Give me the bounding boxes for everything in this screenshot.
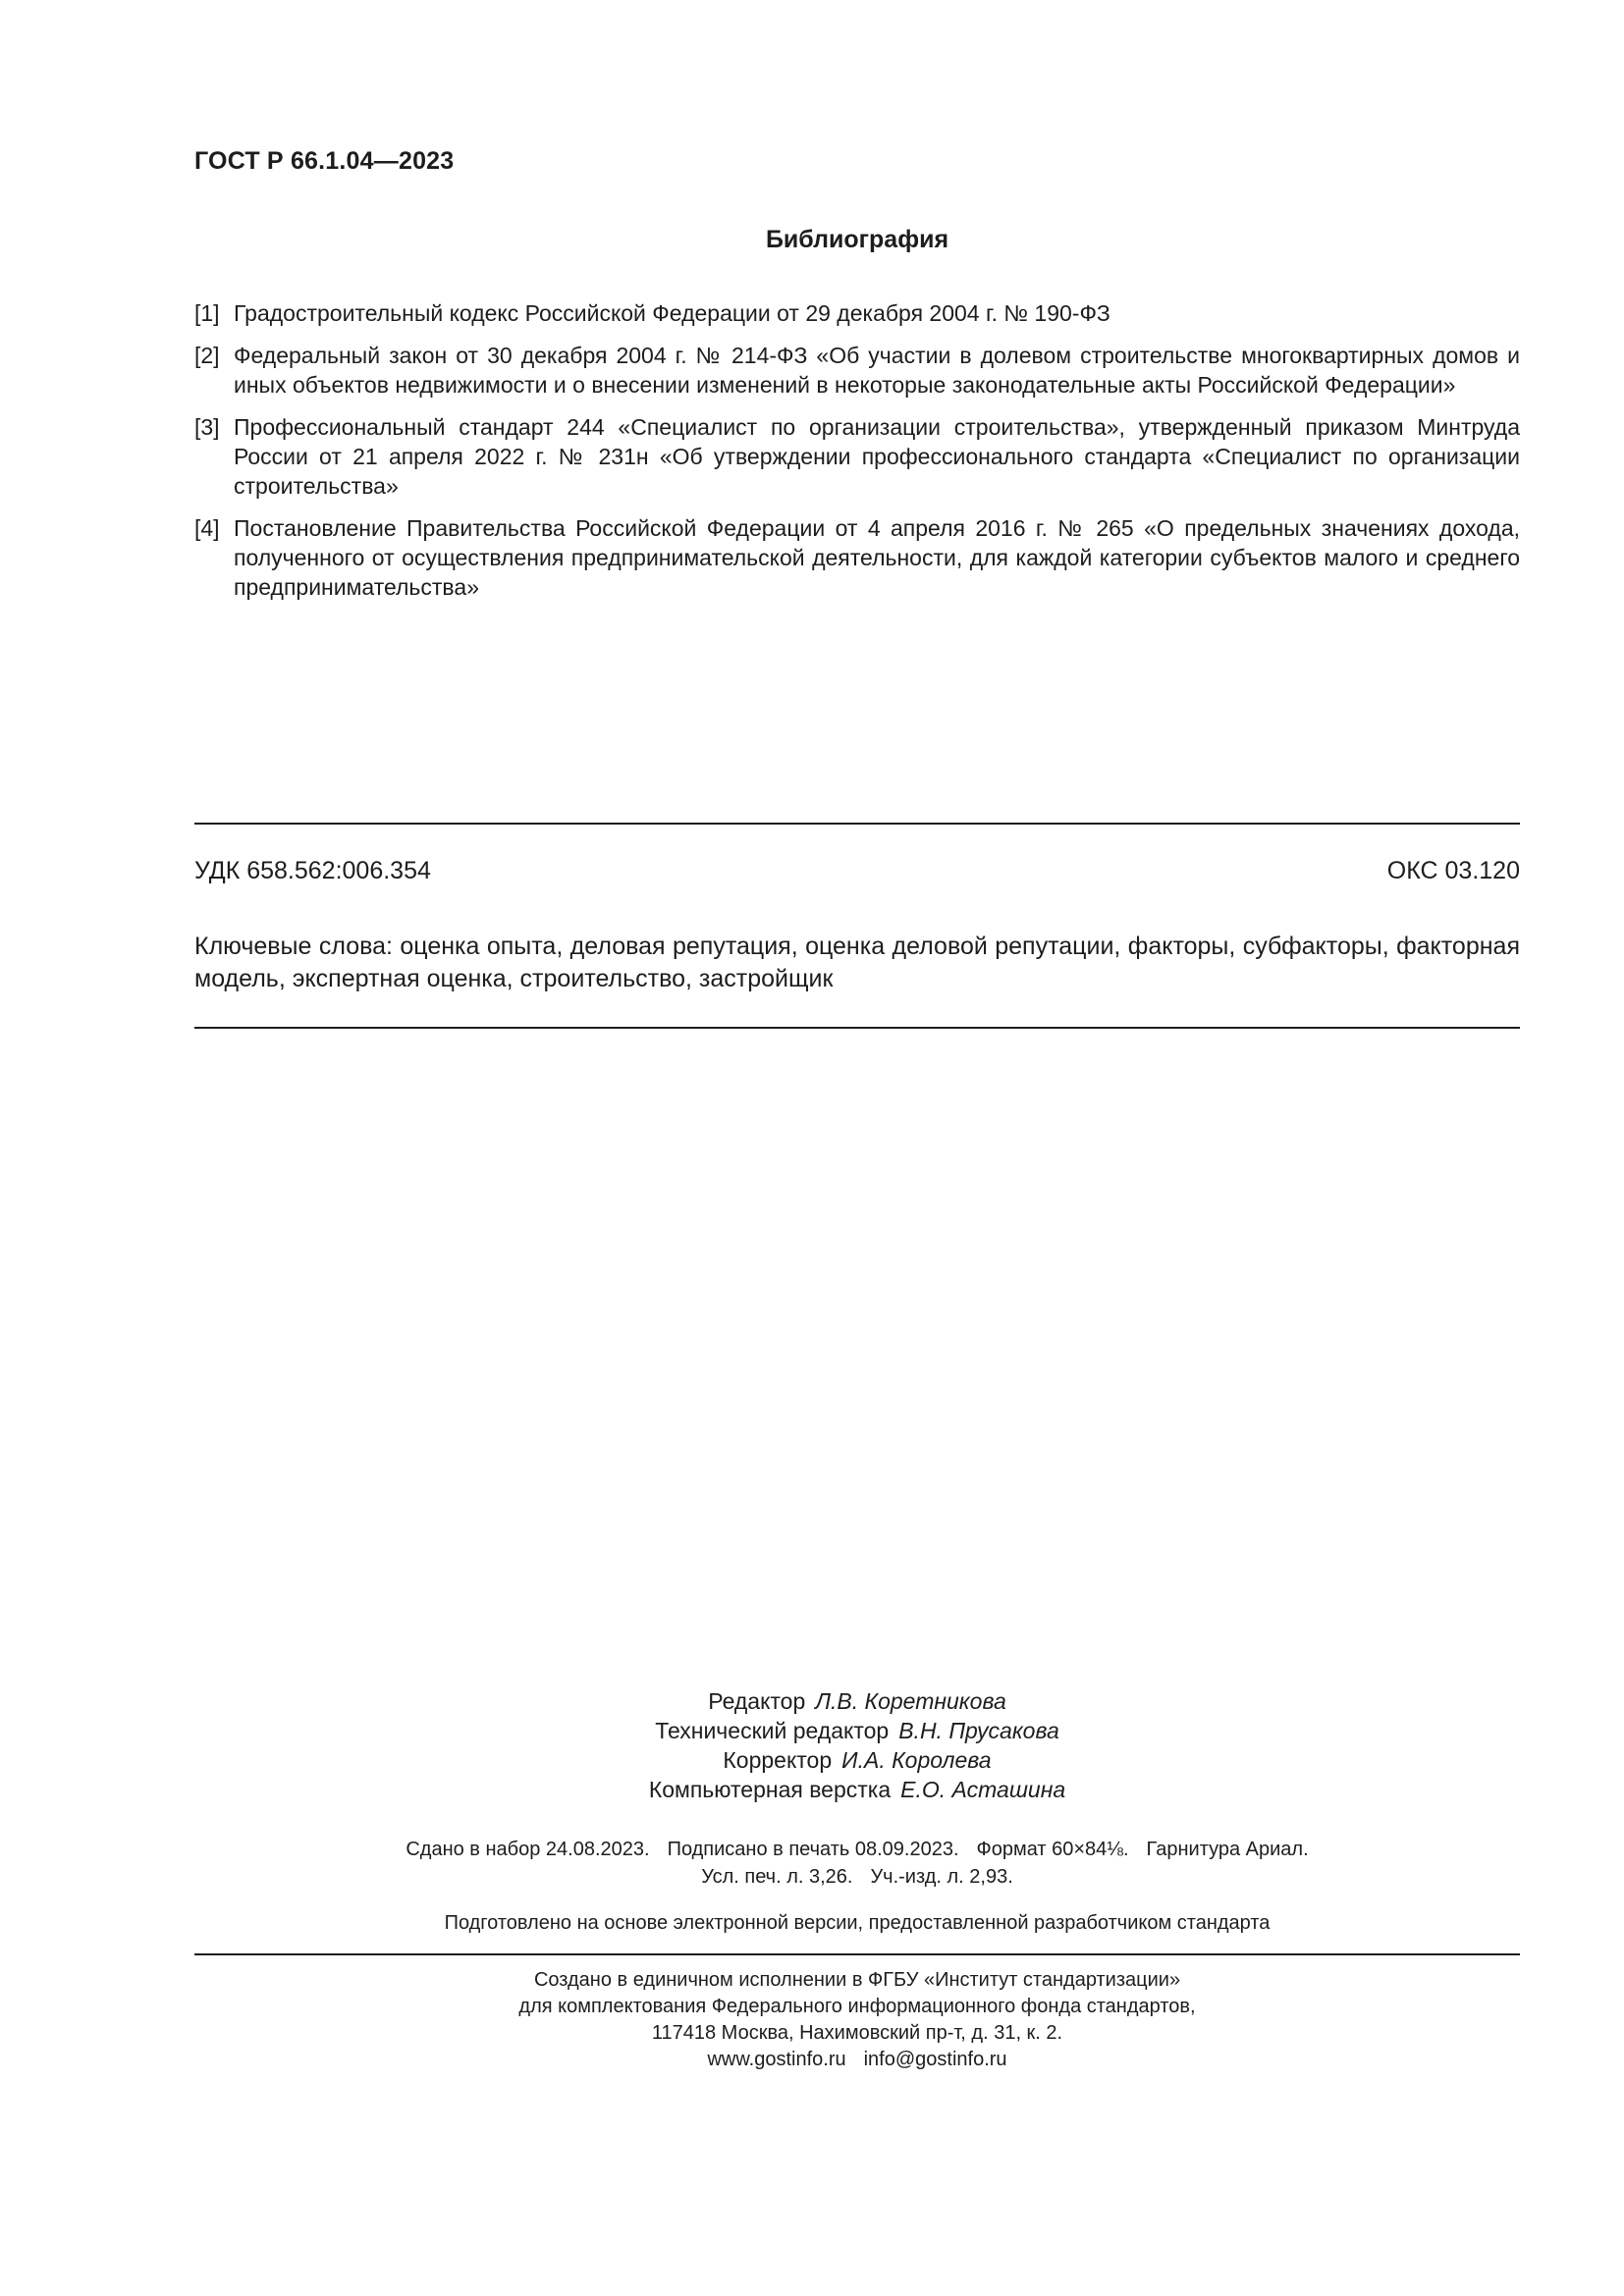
- bibliography-item: [194, 412, 1520, 501]
- credit-role: Компьютерная верстка: [648, 1777, 892, 1802]
- divider-keywords: [194, 1027, 1520, 1029]
- credit-line-tech-editor: [194, 1716, 1520, 1745]
- credit-name: Е.О. Асташина: [900, 1777, 1066, 1802]
- bibliography-item-number: [1]: [194, 300, 220, 326]
- footer-contacts: [194, 2047, 1520, 2073]
- bibliography-item-number: [4]: [194, 515, 220, 541]
- typeface: Гарнитура Ариал.: [1146, 1839, 1309, 1860]
- footer-line: для комплектования Федерального информационного фонда стандартов,: [518, 1996, 1196, 2017]
- bibliography-item-text: Градостроительный кодекс Российской Федерации от 29 декабря 2004 г. № 190-ФЗ: [234, 300, 1110, 326]
- credit-name: Л.В. Коретникова: [815, 1688, 1006, 1714]
- credit-line-editor: [194, 1686, 1520, 1716]
- publisher-footer: [194, 1967, 1520, 2073]
- document-code: ГОСТ Р 66.1.04—2023: [194, 147, 455, 175]
- credit-line-layout: [194, 1775, 1520, 1804]
- credits-block: [194, 1686, 1520, 1804]
- signed-date: Подписано в печать 08.09.2023.: [667, 1839, 959, 1860]
- bibliography-item-text: Профессиональный стандарт 244 «Специалист по организации строительства», утвержденный приказом Минтруда России от 21 апреля 2022 г. № 231н «Об утверждении профессионального стандарта «Специалист по организации строительства»: [234, 414, 1520, 499]
- bibliography-title: Библиография: [765, 226, 949, 253]
- bibliography-list: [194, 298, 1520, 614]
- credit-name: В.Н. Прусакова: [898, 1718, 1059, 1743]
- credit-role: Технический редактор: [655, 1718, 890, 1743]
- print-info: [194, 1836, 1520, 1891]
- udk-code: УДК 658.562:006.354: [194, 857, 431, 884]
- classification-codes: [194, 857, 1520, 885]
- credit-role: Корректор: [723, 1747, 833, 1773]
- bibliography-item: [194, 513, 1520, 602]
- keywords: Ключевые слова: оценка опыта, деловая репутация, оценка деловой репутации, факторы, субфакторы, факторная модель, экспертная оценка, строительство, застройщик: [194, 933, 1520, 992]
- bibliography-item-text: Постановление Правительства Российской Федерации от 4 апреля 2016 г. № 265 «О предельных значениях дохода, полученного от осуществления предпринимательской деятельности, для каждой категории субъектов малого и среднего предпринимательства»: [234, 515, 1520, 600]
- bibliography-item: [194, 298, 1520, 328]
- typeset-date: Сдано в набор 24.08.2023.: [406, 1839, 650, 1860]
- printed-sheets: Усл. печ. л. 3,26.: [701, 1866, 853, 1888]
- prepared-note: Подготовлено на основе электронной версии, предоставленной разработчиком стандарта: [444, 1912, 1271, 1934]
- bibliography-item: [194, 341, 1520, 400]
- bibliography-item-text: Федеральный закон от 30 декабря 2004 г. № 214-ФЗ «Об участии в долевом строительстве многоквартирных домов и иных объектов недвижимости и о внесении изменений в некоторые законодательные акты Российской Федерации»: [234, 343, 1520, 398]
- print-info-line-1: [194, 1836, 1520, 1863]
- divider-top: [194, 823, 1520, 825]
- footer-address: 117418 Москва, Нахимовский пр-т, д. 31, к. 2.: [651, 2022, 1063, 2044]
- paper-format: Формат 60×84⅛.: [976, 1839, 1129, 1860]
- footer-line: Создано в единичном исполнении в ФГБУ «Институт стандартизации»: [533, 1969, 1181, 1991]
- credit-name: И.А. Королева: [841, 1747, 992, 1773]
- bibliography-item-number: [3]: [194, 414, 220, 440]
- print-info-line-2: [194, 1863, 1520, 1891]
- bibliography-item-number: [2]: [194, 343, 220, 368]
- email-link[interactable]: info@gostinfo.ru: [863, 2049, 1007, 2070]
- credit-role: Редактор: [708, 1688, 806, 1714]
- website-link[interactable]: www.gostinfo.ru: [707, 2049, 846, 2070]
- credit-line-proofreader: [194, 1745, 1520, 1775]
- divider-footer: [194, 1953, 1520, 1955]
- publishing-sheets: Уч.-изд. л. 2,93.: [870, 1866, 1013, 1888]
- oks-code: ОКС 03.120: [1386, 857, 1520, 884]
